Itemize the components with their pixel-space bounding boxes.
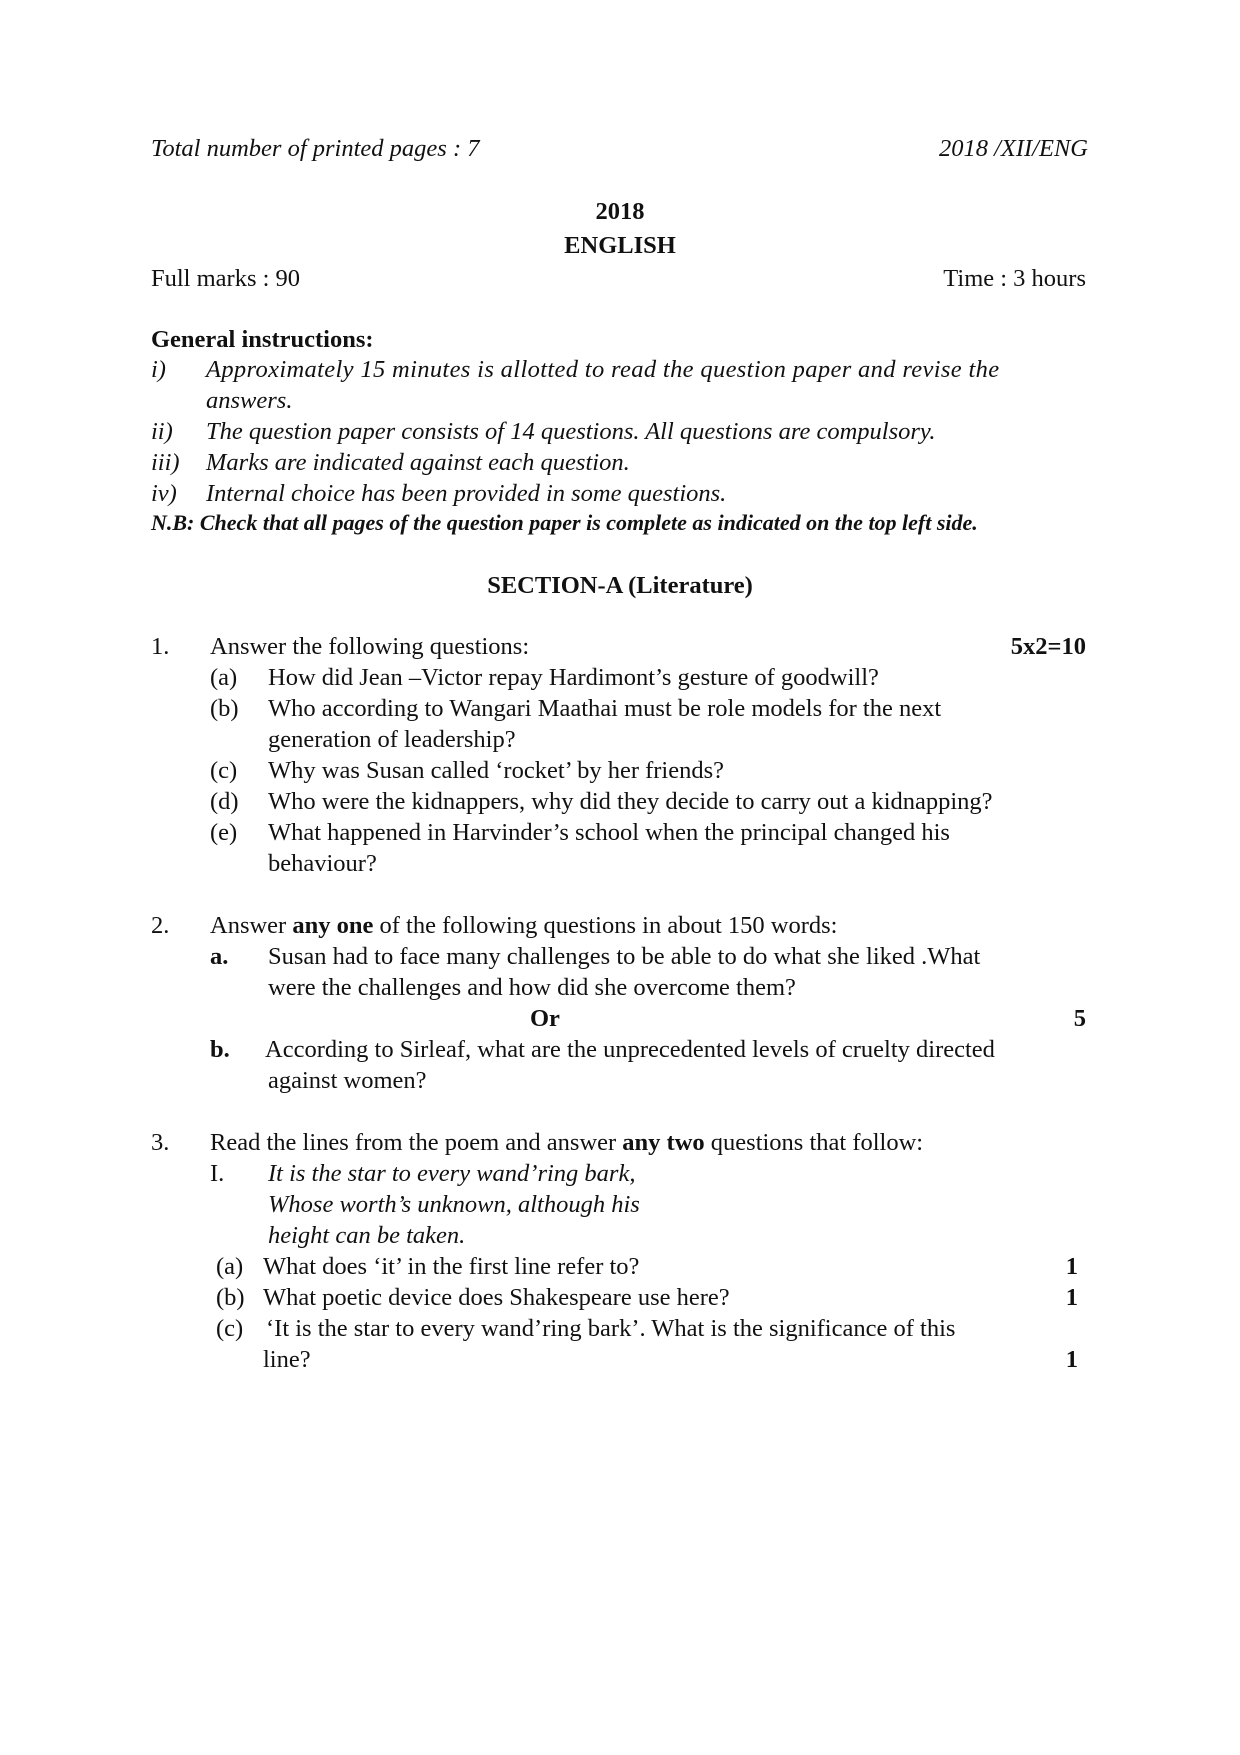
question-text-part: Answer xyxy=(210,912,293,939)
subquestion-text: What happened in Harvinder’s school when the principal changed his xyxy=(268,819,950,846)
subquestion-text: Why was Susan called ‘rocket’ by her friends? xyxy=(268,757,725,784)
instruction-num: ii) xyxy=(151,418,173,445)
subquestion-text-cont: generation of leadership? xyxy=(268,726,516,753)
question-text xyxy=(210,912,837,940)
instruction-num: iv) xyxy=(151,480,177,507)
subquestion-label: (c) xyxy=(210,757,238,784)
poem-label: I. xyxy=(210,1160,225,1187)
printed-pages-note: Total number of printed pages : 7 xyxy=(151,135,480,162)
instruction-text: Marks are indicated against each question. xyxy=(206,449,630,476)
option-label: a. xyxy=(210,943,229,970)
question-text-part: of the following questions in about 150 words: xyxy=(373,912,838,939)
option-text-cont: were the challenges and how did she overcome them? xyxy=(268,974,796,1001)
exam-year: 2018 xyxy=(595,198,645,225)
question-text-emphasis: any one xyxy=(292,912,374,939)
instructions-heading: General instructions: xyxy=(151,326,374,353)
subject-title: ENGLISH xyxy=(564,232,676,259)
instruction-text-cont: answers. xyxy=(206,387,293,414)
poem-line: It is the star to every wand’ring bark, xyxy=(268,1160,636,1187)
question-text-part: Read the lines from the poem and answer xyxy=(210,1129,623,1156)
option-label: b. xyxy=(210,1036,230,1063)
question-text: Answer the following questions: xyxy=(210,633,530,660)
subquestion-text: What poetic device does Shakespeare use here? xyxy=(263,1284,730,1311)
instruction-text: The question paper consists of 14 questions. All questions are compulsory. xyxy=(206,418,936,445)
subquestion-text-cont: line? xyxy=(263,1346,311,1373)
subquestion-marks: 1 xyxy=(1065,1346,1078,1373)
subquestion-label: (b) xyxy=(210,695,239,722)
subquestion-text: Who were the kidnappers, why did they decide to carry out a kidnapping? xyxy=(268,788,993,815)
section-heading: SECTION-A (Literature) xyxy=(487,572,753,599)
or-separator: Or xyxy=(530,1005,560,1032)
instruction-text: Internal choice has been provided in some questions. xyxy=(206,480,727,507)
paper-code: 2018 /XII/ENG xyxy=(938,135,1088,162)
subquestion-text-cont: behaviour? xyxy=(268,850,377,877)
instruction-text: Approximately 15 minutes is allotted to read the question paper and revise the xyxy=(206,356,1000,383)
question-text-part: questions that follow: xyxy=(704,1129,924,1156)
question-text xyxy=(210,1129,923,1157)
question-number: 1. xyxy=(151,633,170,660)
time-allowed: Time : 3 hours xyxy=(943,265,1086,292)
question-number: 3. xyxy=(151,1129,170,1156)
subquestion-label: (a) xyxy=(210,664,238,691)
option-text: According to Sirleaf, what are the unprecedented levels of cruelty directed xyxy=(265,1036,995,1063)
question-text-emphasis: any two xyxy=(622,1129,705,1156)
question-marks: 5 xyxy=(1073,1005,1086,1032)
subquestion-label: (e) xyxy=(210,819,238,846)
subquestion-label: (c) xyxy=(216,1315,244,1342)
option-text-cont: against women? xyxy=(268,1067,427,1094)
subquestion-text: What does ‘it’ in the first line refer to? xyxy=(263,1253,640,1280)
option-text: Susan had to face many challenges to be able to do what she liked .What xyxy=(268,943,981,970)
poem-line: Whose worth’s unknown, although his xyxy=(268,1191,640,1218)
subquestion-text: ‘It is the star to every wand’ring bark’. What is the significance of this xyxy=(266,1315,956,1342)
subquestion-label: (d) xyxy=(210,788,239,815)
instruction-num: i) xyxy=(151,356,166,383)
question-number: 2. xyxy=(151,912,170,939)
full-marks: Full marks : 90 xyxy=(151,265,301,292)
subquestion-label: (a) xyxy=(216,1253,244,1280)
subquestion-marks: 1 xyxy=(1065,1284,1078,1311)
subquestion-text: How did Jean –Victor repay Hardimont’s gesture of goodwill? xyxy=(268,664,879,691)
question-marks: 5x2=10 xyxy=(1010,633,1086,660)
instruction-num: iii) xyxy=(151,449,180,476)
subquestion-label: (b) xyxy=(216,1284,245,1311)
nb-note: N.B: Check that all pages of the question paper is complete as indicated on the top left side. xyxy=(151,510,978,535)
subquestion-marks: 1 xyxy=(1065,1253,1078,1280)
poem-line: height can be taken. xyxy=(268,1222,466,1249)
subquestion-text: Who according to Wangari Maathai must be role models for the next xyxy=(268,695,942,722)
